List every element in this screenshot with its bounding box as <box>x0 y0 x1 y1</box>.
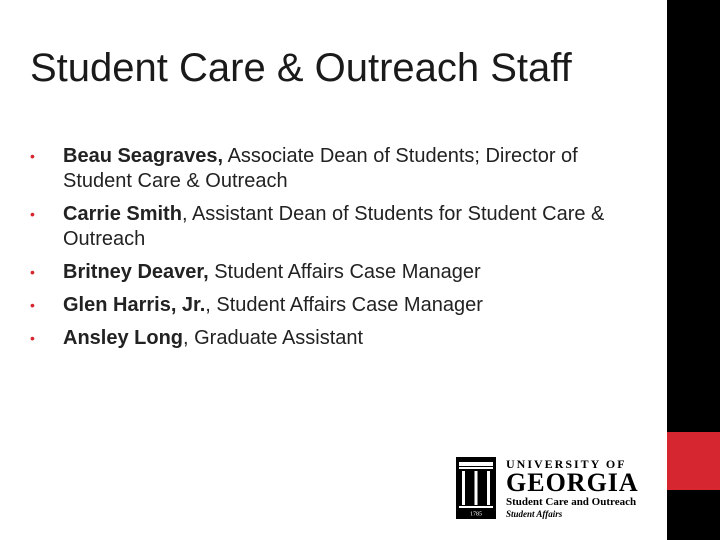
staff-name: Britney Deaver, <box>63 261 209 283</box>
staff-role: , Graduate Assistant <box>183 327 364 349</box>
arch-icon <box>456 457 496 519</box>
right-accent-bar-red <box>667 432 720 490</box>
staff-name: Ansley Long <box>63 327 184 349</box>
logo-georgia-text: GEORGIA <box>506 468 639 497</box>
staff-list <box>30 144 650 359</box>
logo-university-text: UNIVERSITY OF <box>506 457 627 471</box>
list-item <box>30 293 650 318</box>
logo-year: 1785 <box>470 511 482 518</box>
logo-department-text: Student Care and Outreach <box>506 496 637 508</box>
slide-title: Student Care & Outreach Staff <box>30 46 572 90</box>
staff-role: Associate Dean of Students; Director of Student Care & Outreach <box>63 145 578 192</box>
list-item <box>30 260 650 285</box>
logo-wordmark <box>506 457 656 520</box>
right-accent-bar-black-bottom <box>667 490 720 540</box>
bullet-icon: • <box>30 148 35 164</box>
bullet-icon: • <box>30 206 35 222</box>
right-accent-bar-black <box>667 0 720 432</box>
uga-logo <box>456 457 656 523</box>
staff-name: Glen Harris, Jr. <box>63 294 206 316</box>
staff-role: , Student Affairs Case Manager <box>205 294 483 316</box>
bullet-icon: • <box>30 297 35 313</box>
staff-role: Student Affairs Case Manager <box>208 261 481 283</box>
staff-role: , Assistant Dean of Students for Student Care & Outreach <box>63 203 605 250</box>
staff-name: Carrie Smith <box>63 203 182 225</box>
logo-division-text: Student Affairs <box>506 509 563 519</box>
list-item <box>30 326 650 351</box>
bullet-icon: • <box>30 330 35 346</box>
bullet-icon: • <box>30 264 35 280</box>
list-item <box>30 144 650 194</box>
list-item <box>30 202 650 252</box>
staff-name: Beau Seagraves, <box>63 145 224 167</box>
